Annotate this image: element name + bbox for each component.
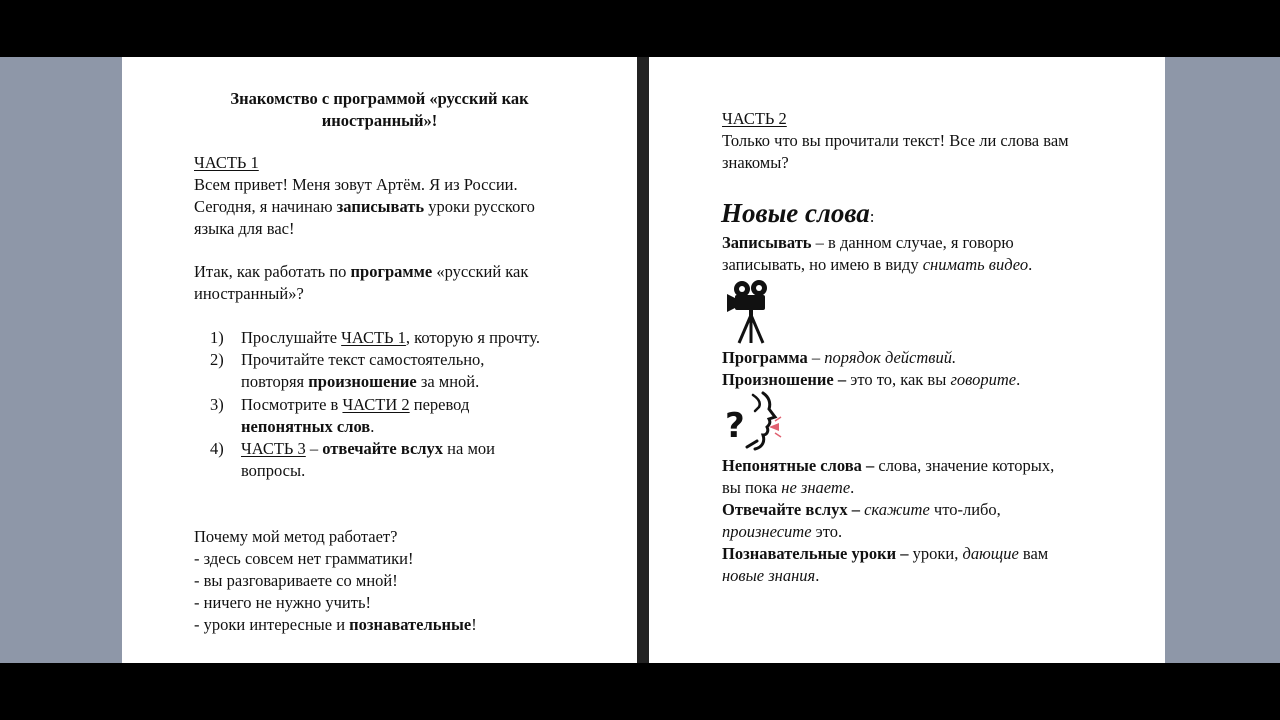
new-words-heading: Новые слова: xyxy=(721,198,875,228)
step-3-line2: непонятных слов. xyxy=(241,417,375,436)
entry-poznavatelnye-line2: новые знания. xyxy=(722,566,820,585)
step-4-number: 4) xyxy=(210,439,224,458)
svg-text:?: ? xyxy=(725,406,745,446)
entry-zapisyvat-line2: записывать, но имею в виду снимать видео. xyxy=(722,255,1033,274)
intro-line1: Всем привет! Меня зовут Артём. Я из России. xyxy=(194,175,518,194)
step-1-number: 1) xyxy=(210,328,224,347)
intro-line2: Сегодня, я начинаю записывать уроки русского xyxy=(194,197,535,216)
why-title: Почему мой метод работает? xyxy=(194,527,398,546)
entry-zapisyvat-line1: Записывать – в данном случае, я говорю xyxy=(722,233,1014,252)
why-item-4: - уроки интересные и познавательные! xyxy=(194,615,477,634)
page-title-line2: иностранный»! xyxy=(321,111,438,130)
entry-poznavatelnye-line1: Познавательные уроки – уроки, дающие вам xyxy=(722,544,1049,563)
step-4-line2: вопросы. xyxy=(241,461,306,480)
document-page-right xyxy=(649,57,1165,663)
entry-neponyatnye-line2: вы пока не знаете. xyxy=(722,478,855,497)
intro-line3: языка для вас! xyxy=(194,219,295,238)
part1-heading: ЧАСТЬ 1 xyxy=(194,153,259,172)
why-item-2: - вы разговариваете со мной! xyxy=(194,571,398,590)
movie-camera-icon xyxy=(725,277,773,345)
entry-programma: Программа – порядок действий. xyxy=(722,348,957,367)
why-item-3: - ничего не нужно учить! xyxy=(194,593,371,612)
entry-otvechayte-line1: Отвечайте вслух – скажите что-либо, xyxy=(722,500,1001,519)
part2-heading: ЧАСТЬ 2 xyxy=(722,109,787,128)
speaking-face-icon xyxy=(723,391,787,455)
step-2-line1: Прочитайте текст самостоятельно, xyxy=(241,350,485,369)
part2-intro-line1: Только что вы прочитали текст! Все ли слова вам xyxy=(722,131,1069,150)
step-3-line1: Посмотрите в ЧАСТИ 2 перевод xyxy=(241,395,470,414)
part2-intro-line2: знакомы? xyxy=(722,153,789,172)
step-4-line1: ЧАСТЬ 3 – отвечайте вслух на мои xyxy=(241,439,495,458)
entry-proiznoshenie: Произношение – это то, как вы говорите. xyxy=(722,370,1021,389)
question-line2: иностранный»? xyxy=(194,284,304,303)
page-gap xyxy=(637,57,649,663)
step-2-number: 2) xyxy=(210,350,224,369)
step-2-line2: повторяя произношение за мной. xyxy=(241,372,480,391)
step-1-text: Прослушайте ЧАСТЬ 1, которую я прочту. xyxy=(241,328,540,347)
entry-otvechayte-line2: произнесите это. xyxy=(722,522,843,541)
question-line1: Итак, как работать по программе «русский как xyxy=(194,262,529,281)
document-page-left xyxy=(122,57,637,663)
step-3-number: 3) xyxy=(210,395,224,414)
page-title-line1: Знакомство с программой «русский как xyxy=(230,89,529,108)
entry-neponyatnye-line1: Непонятные слова – слова, значение которых, xyxy=(722,456,1055,475)
why-item-1: - здесь совсем нет грамматики! xyxy=(194,549,414,568)
